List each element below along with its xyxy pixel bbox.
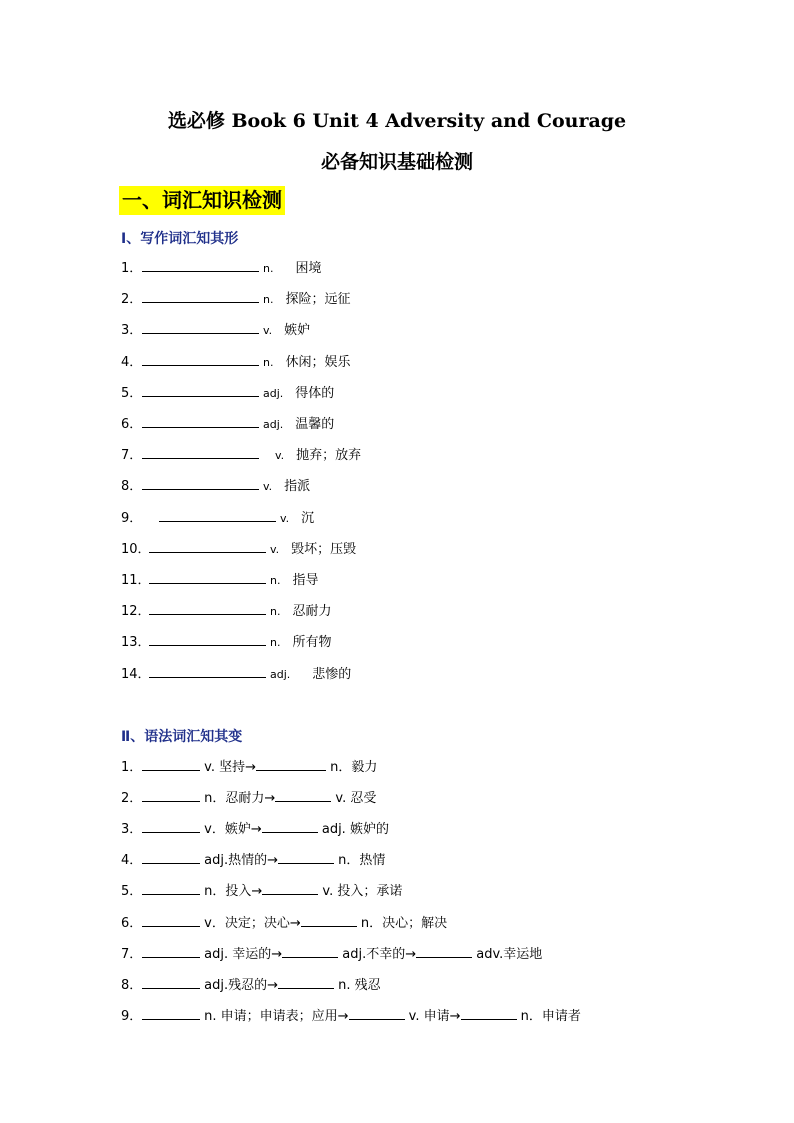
meaning: 所有物 <box>292 635 332 651</box>
form-hint: adv.幸运地 <box>472 946 543 962</box>
part1-heading: Ⅰ、写作词汇知其形 <box>121 231 239 247</box>
word-form-item <box>121 977 381 994</box>
item-number: 8． <box>121 977 143 993</box>
form-hint: adj. 幸运的→ <box>200 946 283 962</box>
answer-blank[interactable] <box>142 416 259 428</box>
vocab-item <box>121 666 351 683</box>
answer-blank[interactable] <box>142 915 200 927</box>
vocab-item <box>121 385 334 402</box>
answer-blank[interactable] <box>142 759 200 771</box>
part-of-speech: v. <box>270 542 280 556</box>
answer-blank[interactable] <box>149 666 266 678</box>
vocab-item <box>121 322 310 339</box>
item-number: 13． <box>121 635 151 651</box>
answer-blank[interactable] <box>159 510 276 522</box>
meaning: 指派 <box>284 479 311 495</box>
meaning: 温馨的 <box>295 417 335 432</box>
vocab-item <box>121 478 310 495</box>
form-hint: v. 坚持→ <box>200 760 256 775</box>
form-hint: v．嫉妒→ <box>200 822 262 838</box>
form-hint: n．热情 <box>334 853 386 869</box>
item-number: 6． <box>121 417 143 432</box>
part-of-speech: adj. <box>270 667 291 681</box>
item-number: 12． <box>121 604 151 620</box>
answer-blank[interactable] <box>256 759 326 771</box>
part-of-speech: v. <box>263 480 273 494</box>
answer-blank[interactable] <box>142 291 259 303</box>
item-number: 1． <box>121 261 143 276</box>
vocab-item <box>121 634 331 651</box>
form-hint: adj.不幸的→ <box>338 946 417 962</box>
part-of-speech: v. <box>280 511 290 525</box>
vocab-item <box>121 260 321 277</box>
answer-blank[interactable] <box>142 478 259 490</box>
item-number: 3． <box>121 323 143 339</box>
answer-blank[interactable] <box>275 790 331 802</box>
form-hint: n．决心；解决 <box>356 915 448 931</box>
answer-blank[interactable] <box>142 354 259 366</box>
word-form-item <box>121 759 377 776</box>
document-subtitle: 必备知识基础检测 <box>320 151 473 173</box>
part-of-speech: n. <box>263 293 274 307</box>
item-number: 4． <box>121 354 143 370</box>
form-hint: adj.热情的→ <box>200 853 278 869</box>
item-number: 2． <box>121 791 143 807</box>
meaning: 悲惨的 <box>312 666 352 682</box>
form-hint: n. 残忍 <box>334 977 381 993</box>
answer-blank[interactable] <box>149 541 266 553</box>
vocab-item <box>121 541 356 558</box>
answer-blank[interactable] <box>149 603 266 615</box>
vocab-item <box>121 354 350 371</box>
item-number: 1． <box>121 760 143 775</box>
answer-blank[interactable] <box>278 852 334 864</box>
answer-blank[interactable] <box>142 260 259 272</box>
word-form-item <box>121 915 447 932</box>
meaning: 毁坏；压毁 <box>291 541 357 557</box>
meaning: 忍耐力 <box>292 604 332 620</box>
part2-heading: Ⅱ、语法词汇知其变 <box>121 729 243 745</box>
vocab-item <box>121 603 331 620</box>
word-form-item <box>121 1008 581 1025</box>
form-hint: v. 申请→ <box>404 1008 461 1024</box>
meaning: 嫉妒 <box>284 323 311 339</box>
item-number: 4． <box>121 853 143 869</box>
vocab-item <box>121 291 350 308</box>
answer-blank[interactable] <box>278 977 334 989</box>
part-of-speech: n. <box>270 636 281 650</box>
answer-blank[interactable] <box>349 1008 405 1020</box>
vocab-item <box>121 447 361 464</box>
item-number: 6． <box>121 915 143 931</box>
word-form-item <box>121 790 376 807</box>
form-hint: n．投入→ <box>200 884 263 900</box>
answer-blank[interactable] <box>416 946 472 958</box>
form-hint: adj.残忍的→ <box>200 977 278 993</box>
answer-blank[interactable] <box>142 322 259 334</box>
answer-blank[interactable] <box>262 821 318 833</box>
part-of-speech: v. <box>275 449 285 463</box>
answer-blank[interactable] <box>149 572 266 584</box>
part-of-speech: adj. <box>263 418 284 431</box>
answer-blank[interactable] <box>142 385 259 397</box>
word-form-item <box>121 946 542 963</box>
answer-blank[interactable] <box>301 915 357 927</box>
form-hint: v. 投入；承诺 <box>318 884 403 900</box>
meaning: 指导 <box>292 573 319 588</box>
part-of-speech: adj. <box>263 386 284 400</box>
item-number: 7． <box>121 448 143 464</box>
word-form-item <box>121 821 389 838</box>
meaning: 探险；远征 <box>285 292 351 308</box>
meaning: 休闲；娱乐 <box>285 354 351 370</box>
answer-blank[interactable] <box>262 883 318 895</box>
part-of-speech: v. <box>263 324 273 338</box>
item-number: 9． <box>121 510 143 526</box>
form-hint: v. 忍受 <box>331 791 377 807</box>
item-number: 9． <box>121 1008 143 1024</box>
form-hint: n. 申请；申请表；应用→ <box>200 1008 349 1024</box>
answer-blank[interactable] <box>142 883 200 895</box>
answer-blank[interactable] <box>142 977 200 989</box>
form-hint: n．毅力 <box>325 760 378 775</box>
item-number: 11． <box>121 573 151 588</box>
meaning: 困境 <box>295 261 322 276</box>
answer-blank[interactable] <box>142 852 200 864</box>
document-title: 选必修 Book 6 Unit 4 Adversity and Courage <box>167 110 627 132</box>
part-of-speech: n. <box>270 574 281 587</box>
answer-blank[interactable] <box>142 821 200 833</box>
item-number: 14． <box>121 666 151 682</box>
answer-blank[interactable] <box>142 790 200 802</box>
part-of-speech: n. <box>263 355 274 369</box>
section-heading-vocabulary: 一、词汇知识检测 <box>119 186 285 215</box>
part-of-speech: n. <box>270 605 281 619</box>
answer-blank[interactable] <box>142 1008 200 1020</box>
answer-blank[interactable] <box>142 447 259 459</box>
meaning: 抛弃；放弃 <box>296 448 362 464</box>
vocab-item <box>121 510 314 527</box>
item-number: 7． <box>121 946 143 962</box>
answer-blank[interactable] <box>282 946 338 958</box>
vocab-item <box>121 416 334 433</box>
item-number: 5． <box>121 884 143 900</box>
item-number: 8． <box>121 479 143 495</box>
item-number: 2． <box>121 292 143 308</box>
meaning: 沉 <box>301 510 315 526</box>
form-hint: adj. 嫉妒的 <box>317 822 389 838</box>
item-number: 10． <box>121 541 151 557</box>
item-number: 3． <box>121 822 143 838</box>
form-hint: n．忍耐力→ <box>200 791 276 807</box>
word-form-item <box>121 852 385 869</box>
answer-blank[interactable] <box>461 1008 517 1020</box>
vocab-item <box>121 572 318 589</box>
meaning: 得体的 <box>295 385 335 401</box>
item-number: 5． <box>121 385 143 401</box>
answer-blank[interactable] <box>142 946 200 958</box>
part-of-speech: n. <box>263 262 274 275</box>
answer-blank[interactable] <box>149 634 266 646</box>
form-hint: v．决定；决心→ <box>200 915 301 931</box>
word-form-item <box>121 883 402 900</box>
form-hint: n．申请者 <box>516 1008 581 1024</box>
